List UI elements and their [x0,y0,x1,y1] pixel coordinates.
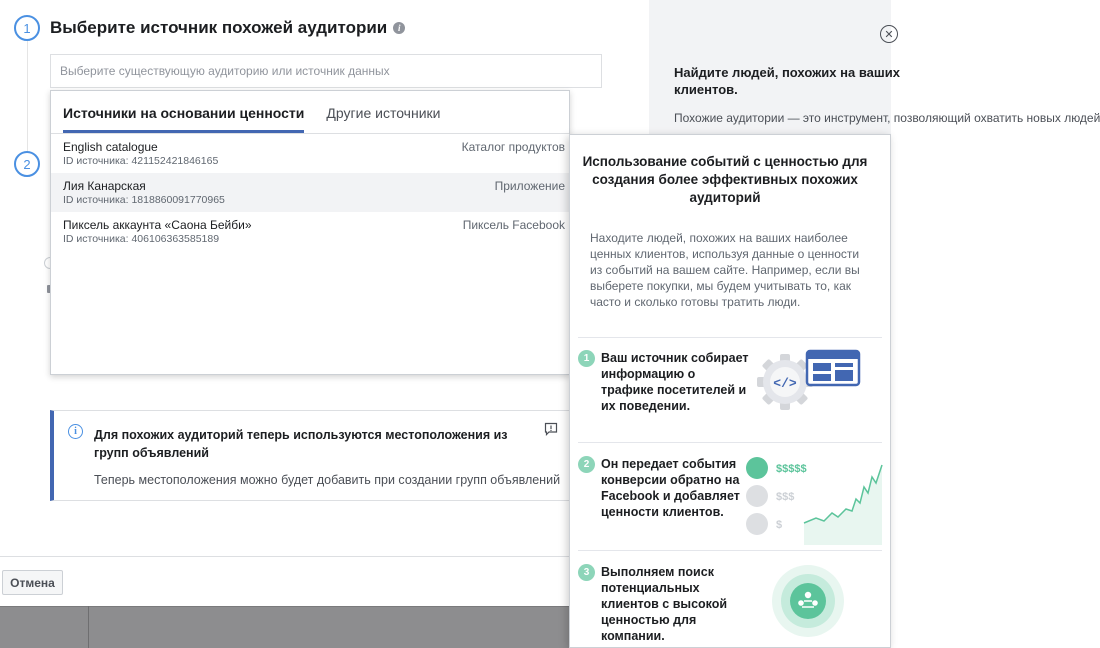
value-label: $ [776,519,783,531]
close-icon[interactable]: ✕ [880,25,898,43]
tab-value-based-sources[interactable]: Источники на основании ценности [63,91,304,133]
source-name: English catalogue [63,140,158,154]
info-icon[interactable]: i [393,22,405,34]
tooltip-divider [578,550,882,551]
page-title [50,18,405,38]
source-search-placeholder: Выберите существующую аудиторию или источник данных [60,64,390,78]
source-row[interactable] [51,212,569,251]
footer-divider [0,556,569,557]
tooltip-step-2-text: Он передает события конверсии обратно на Facebook и добавляет ценности клиентов. [601,457,740,519]
page-title-text: Выберите источник похожей аудитории [50,18,388,37]
source-search-input[interactable] [50,54,602,88]
tooltip-step-3-number: 3 [578,564,595,581]
source-type: Приложение [494,179,565,193]
cancel-button[interactable]: Отмена [2,570,63,595]
source-dropdown [50,90,570,375]
right-panel-title: Найдите людей, похожих на ваших клиентов. [674,65,900,97]
backdrop-divider [88,606,89,648]
location-notice [50,410,574,501]
source-id: ID источника: 421152421846165 [63,155,219,167]
tooltip-step-1-text: Ваш источник собирает информацию о трафике посетителей и их поведении. [601,351,749,413]
user-icon [746,457,768,479]
tooltip-divider [578,337,882,338]
tab-other-sources[interactable]: Другие источники [326,105,441,121]
tooltip-title: Использование событий с ценностью для создания более эффективных похожих аудиторий [582,154,868,205]
tooltip-divider [578,442,882,443]
step-1-number: 1 [14,15,40,41]
audience-icon [770,563,846,639]
source-type: Пиксель Facebook [462,218,565,232]
growth-line-icon [802,463,887,545]
value-label: $$$ [776,491,795,503]
source-id: ID источника: 406106363585189 [63,233,220,245]
notice-title: Для похожих аудиторий теперь используются местоположения из групп объявлений [94,428,508,460]
tooltip-step-1-number: 1 [578,350,595,367]
user-icon [746,513,768,535]
feedback-icon[interactable] [544,422,558,436]
source-row[interactable] [51,173,569,212]
step-connector [27,41,28,151]
gear-code-icon [755,347,865,412]
source-type: Каталог продуктов [461,140,565,154]
value-label: $$$$$ [776,463,807,475]
right-panel-description: Похожие аудитории — это инструмент, позволяющий охватить новых людей [674,111,1100,125]
info-circle-icon: i [68,424,83,439]
notice-body: Теперь местоположения можно будет добавить при создании групп объявлений [94,473,561,487]
source-name: Пиксель аккаунта «Саона Бейби» [63,218,252,232]
source-id: ID источника: 1818860091770965 [63,194,225,206]
source-tabs [51,91,569,134]
source-row[interactable] [51,134,569,173]
svg-text:</>: </> [773,376,797,391]
source-name: Лия Канарская [63,179,146,193]
tooltip-step-3-text: Выполняем поиск потенциальных клиентов с высокой ценностью для компании. [601,565,728,643]
tooltip-step-2-number: 2 [578,456,595,473]
user-icon [746,485,768,507]
step-2-number: 2 [14,151,40,177]
value-events-tooltip [569,134,891,648]
tooltip-body: Находите людей, похожих на ваших наиболее ценных клиентов, используя данные о ценности из событий на вашем сайте. Например, если вы выберете покупки, мы будем учитывать то, как часто и сколько готовы тратить люди. [590,231,860,309]
